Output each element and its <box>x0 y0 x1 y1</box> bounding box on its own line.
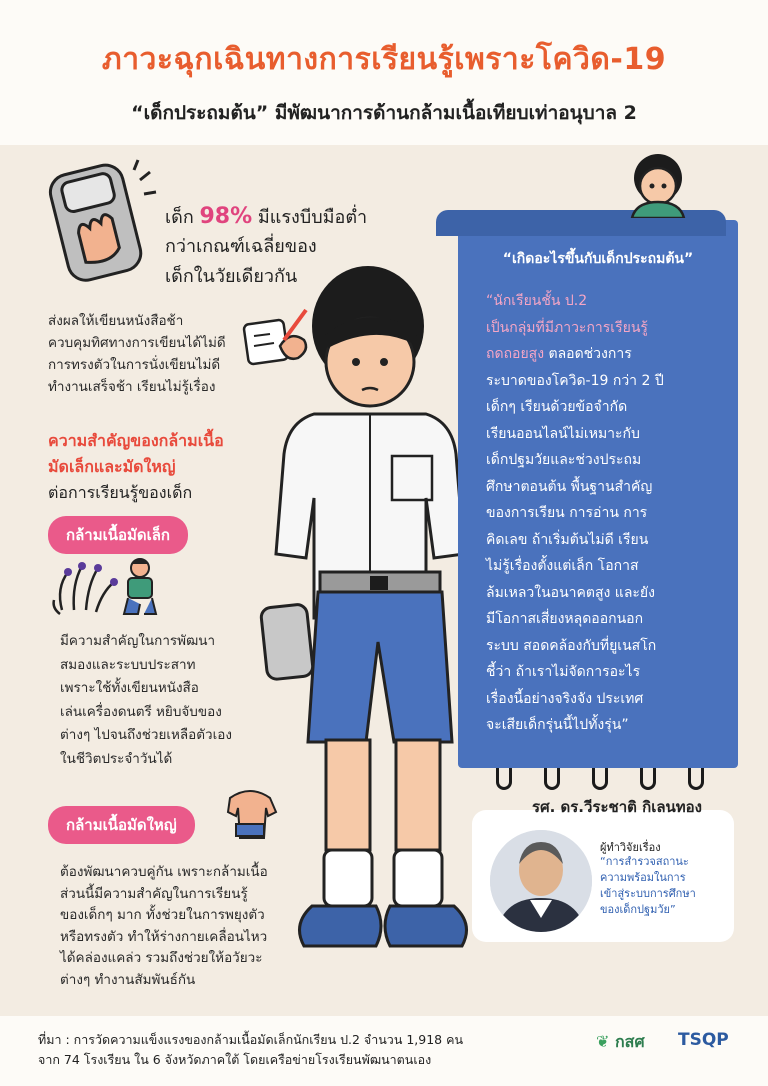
fingers-icon <box>50 560 120 620</box>
researcher-name: รศ. ดร.วีระชาติ กิเลนทอง <box>532 798 702 816</box>
page-subtitle: “เด็กประถมต้น” มีพัฒนาการด้านกล้ามเนื้อเทียบเท่าอนุบาล 2 <box>131 102 637 124</box>
researcher-photo <box>490 830 592 932</box>
page-title: ภาวะฉุกเฉินทางการเรียนรู้เพราะโควิด-19 <box>101 42 667 77</box>
large-muscle-text: ต้องพัฒนาควบคู่กัน เพราะกล้ามเนื้อ ส่วนนี้มีความสำคัญในการเรียนรู้ ของเด็กๆ มาก ทั้งช่วยในการพยุงตัว หรือทรงตัว ทำให้ร่างกายเคลื่อนไหว ได้คล่องแคล่ว รวมถึงช่วยให้อวัยวะ ต่างๆ ทำงานสัมพันธ์กัน <box>60 864 268 988</box>
grip-stat: เด็ก 98% มีแรงบีบมือต่ำ <box>165 204 368 229</box>
student-illustration <box>256 266 480 1008</box>
tsqp-logo: TSQP <box>678 1030 729 1050</box>
leaf-icon: ❦ <box>596 1032 610 1051</box>
grip-stat-line2: กว่าเกณฑ์เฉลี่ยของ <box>165 236 317 257</box>
dynamometer-icon <box>36 158 160 282</box>
eef-logo: ❦ กสศ <box>596 1032 645 1051</box>
scroll-quote: “นักเรียนชั้น ป.2 เป็นกลุ่มที่มีภาวะการเรียนรู้ ถดถอยสูง ตลอดช่วงการ ระบาดของโควิด-19 กว่า 2 ปี เด็กๆ เรียนด้วยข้อจำกัด เรียนออนไลน์ไม่เหมาะกับ เด็กปฐมวัยและช่วงประถม ศึกษาตอนต้น พื้นฐานสำคัญ ของการเรียน การอ่าน การ คิดเลข ถ้าเริ่มต้นไม่ดี เรียน ไม่รู้เรื่องตั้งแต่เล็ก โอกาส ล้มเหลวในอนาคตสูง และยัง มีโอกาสเสี่ยงหลุดออกนอก ระบบ สอดคล้องกับที่ยูเนสโก ชี้ว่า ถ้าเราไม่จัดการอะไร เรื่องนี้อย่างจริงจัง ประเทศ จะเสียเด็กรุ่นนี้ไปทั้งรุ่น” <box>486 293 664 733</box>
scroll-question: “เกิดอะไรขึ้นกับเด็กประถมต้น” <box>502 251 694 267</box>
small-muscle-pill: กล้ามเนื้อมัดเล็ก <box>48 516 188 554</box>
researcher-role: ผู้ทำวิจัยเรื่อง <box>600 841 661 854</box>
scroll-rings <box>496 768 706 792</box>
effect-text: ส่งผลให้เขียนหนังสือช้า ควบคุมทิศทางการเขียนได้ไม่ดี การทรงตัวในการนั่งเขียนไม่ดี ทำงานเสร็จช้า เรียนไม่รู้เรื่อง <box>48 313 226 395</box>
kneeling-child-icon <box>118 556 162 620</box>
importance-heading: ความสำคัญของกล้ามเนื้อ มัดเล็กและมัดใหญ่ ต่อการเรียนรู้ของเด็ก <box>48 431 224 502</box>
research-title: “การสำรวจสถานะ ความพร้อมในการ เข้าสู่ระบบการศึกษา ของเด็กปฐมวัย” <box>600 855 696 916</box>
peeking-boy-icon <box>624 152 694 218</box>
source-note: ที่มา : การวัดความแข็งแรงของกล้ามเนื้อมัดเล็กนักเรียน ป.2 จำนวน 1,918 คน จาก 74 โรงเรียน ใน 6 จังหวัดภาคใต้ โดยเครือข่ายโรงเรียนพัฒนาตนเอง <box>38 1032 464 1067</box>
grip-stat-line3: เด็กในวัยเดียวกัน <box>165 266 298 287</box>
small-muscle-text: มีความสำคัญในการพัฒนา สมองและระบบประสาท เพราะใช้ทั้งเขียนหนังสือ เล่นเครื่องดนตรี หยิบจับของ ต่างๆ ไปจนถึงช่วยเหลือตัวเอง ในชีวิตประจำวันได้ <box>60 633 232 767</box>
large-muscle-pill: กล้ามเนื้อมัดใหญ่ <box>48 806 195 844</box>
